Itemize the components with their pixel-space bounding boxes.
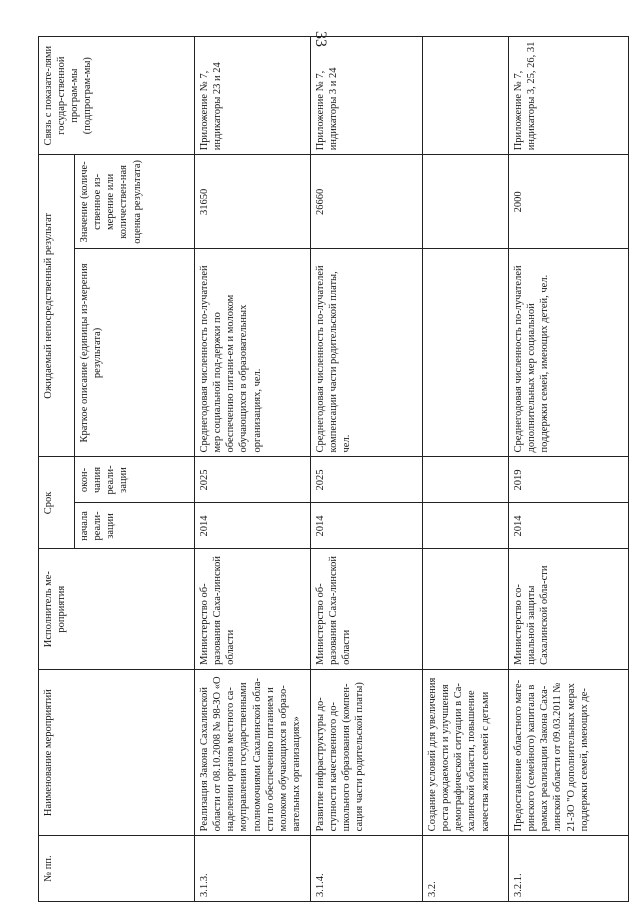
cell-end [423, 457, 509, 503]
cell-desc [423, 249, 509, 457]
header-name: Наименование мероприятий [39, 669, 195, 835]
cell-link: Приложение № 7, индикаторы 3, 25, 26, 31 [509, 37, 629, 155]
header-value: Значение (количе-ственное из-мерение или количествен-ная оценка результата) [75, 155, 195, 249]
table-row [311, 37, 423, 902]
header-link: Связь с показате-лями государ-ственной програм-мы (подпрограм-мы) [39, 37, 195, 155]
cell-executor: Министерство об-разования Саха-линской области [311, 549, 423, 669]
page-number: 33 [312, 31, 329, 47]
cell-start: 2014 [509, 503, 629, 549]
cell-start: 2014 [311, 503, 423, 549]
table-row [423, 37, 509, 902]
header-executor: Исполнитель ме-роприятия [39, 549, 195, 669]
cell-name: Развитие инфраструктуры до-ступности качественного до-школьного образования (компен-сация части родительской платы) [311, 669, 423, 835]
cell-end: 2025 [195, 457, 311, 503]
cell-executor: Министерство со-циальной защиты Сахалинской обла-сти [509, 549, 629, 669]
cell-value [423, 155, 509, 249]
measures-table [38, 36, 629, 902]
cell-desc: Среднегодовая численность по-лучателей компенсации части родительской платы, чел. [311, 249, 423, 457]
cell-num: 3.2. [423, 836, 509, 902]
rotated-page-content [38, 36, 608, 902]
header-term: Срок [39, 457, 75, 549]
cell-desc: Среднегодовая численность по-лучателей мер социальной под-держки по обеспечению питани-ем и молоком обучающихся в образовательных организациях, чел. [195, 249, 311, 457]
cell-end: 2025 [311, 457, 423, 503]
cell-value: 26660 [311, 155, 423, 249]
table-row [195, 37, 311, 902]
cell-value: 2000 [509, 155, 629, 249]
cell-num: 3.2.1. [509, 836, 629, 902]
cell-value: 31650 [195, 155, 311, 249]
cell-desc: Среднегодовая численность по-лучателей дополнительных мер социальной поддержки семей, имеющих детей, чел. [509, 249, 629, 457]
cell-start [423, 503, 509, 549]
cell-executor [423, 549, 509, 669]
header-expected-result: Ожидаемый непосредственный результат [39, 155, 75, 457]
header-desc: Краткое описание (единицы из-мерения результата) [75, 249, 195, 457]
cell-num: 3.1.4. [311, 836, 423, 902]
cell-num: 3.1.3. [195, 836, 311, 902]
cell-link [423, 37, 509, 155]
header-term-end: окон-чания реали-зации [75, 457, 195, 503]
cell-name: Создание условий для увеличения роста рождаемости и улучшения демографической ситуации в Са-халинской области, повышение качества жизни семей с детьми [423, 669, 509, 835]
cell-end: 2019 [509, 457, 629, 503]
cell-link: Приложение № 7, индикаторы 23 и 24 [195, 37, 311, 155]
table-row [509, 37, 629, 902]
header-row-1 [39, 37, 75, 902]
cell-name: Предоставление областного мате-ринского (семейного) капитала в рамках реализации Закона Саха-линской области от 09.03.2011 № 21-ЗО "О дополнительных мерах поддержки семей, имеющих де- [509, 669, 629, 835]
cell-link: Приложение № 7, индикаторы 3 и 24 [311, 37, 423, 155]
cell-executor: Министерство об-разования Саха-линской области [195, 549, 311, 669]
header-term-start: начала реали-зации [75, 503, 195, 549]
cell-name: Реализация Закона Сахалинской области от 08.10.2008 № 98-ЗО «О наделении органов местного са-моуправления государственными полномочиями Сахалинской обла-сти по обеспечению питанием и молоком обучающихся в образо-вательных организациях» [195, 669, 311, 835]
header-num: № пп. [39, 836, 195, 902]
cell-start: 2014 [195, 503, 311, 549]
